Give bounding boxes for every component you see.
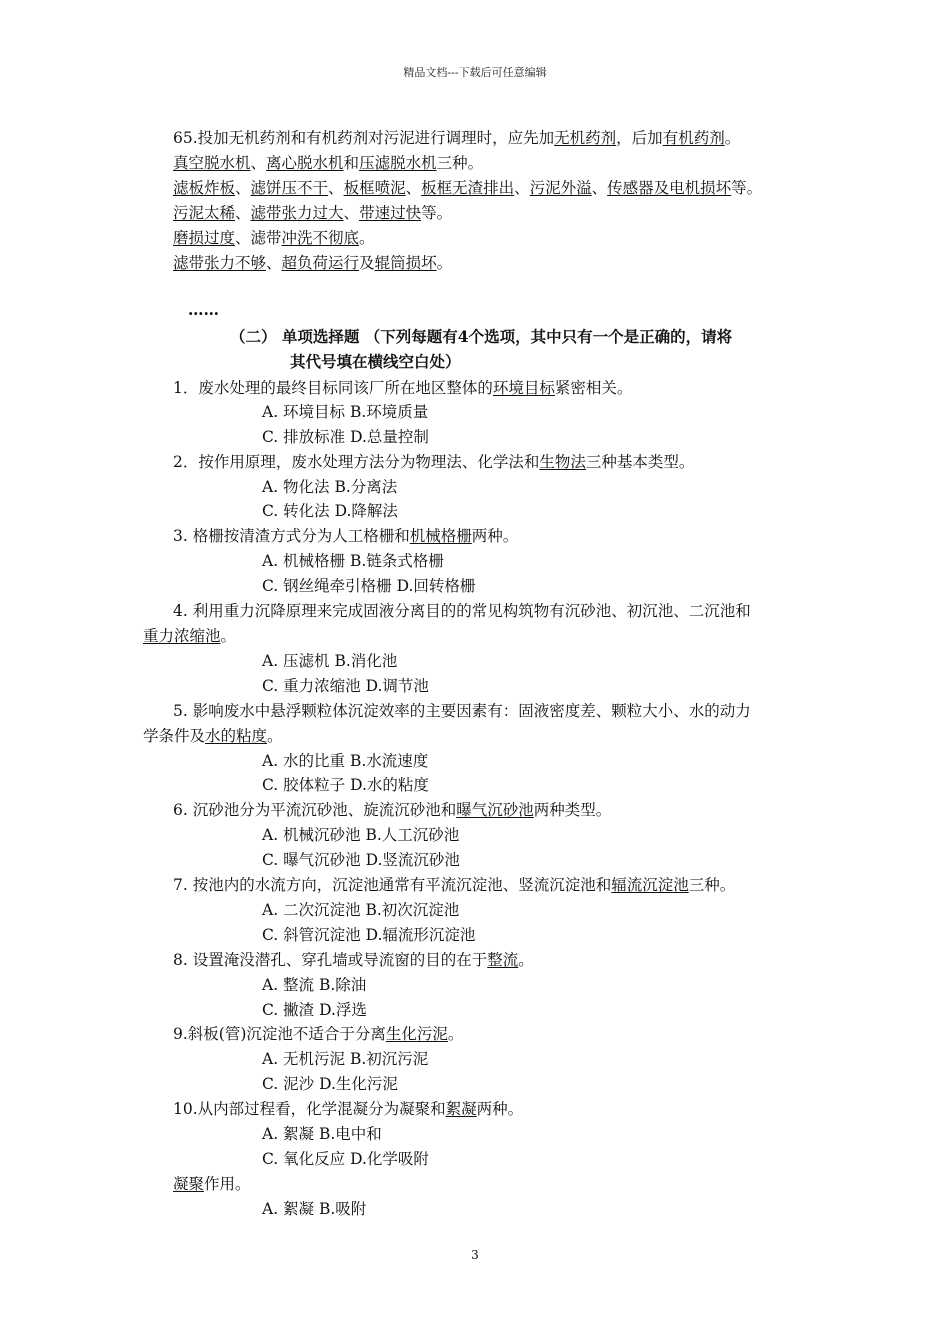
text-line: [173, 228, 375, 248]
page-number: 3: [471, 1248, 479, 1262]
text-line: [173, 452, 694, 472]
answer-blank: 有机药剂: [662, 129, 725, 147]
text-segment: 、滤带: [235, 229, 282, 247]
text-line: [262, 501, 398, 521]
text-segment: 等。: [421, 204, 453, 222]
answer-blank: 冲洗不彻底: [281, 229, 360, 247]
text-segment: 三种。: [688, 876, 736, 894]
text-segment: 紧密相关。: [554, 379, 633, 397]
text-line: [173, 178, 762, 198]
text-segment: 。: [220, 627, 237, 645]
text-segment: 6. 沉砂池分为平流沉砂池、旋流沉砂池和: [173, 801, 457, 819]
text-line: [173, 875, 735, 895]
text-segment: 等。: [731, 179, 763, 197]
text-segment: A. 压滤机 B.消化池: [262, 652, 398, 670]
text-line: [173, 378, 632, 398]
text-segment: C. 曝气沉砂池 D.竖流沉砂池: [262, 851, 460, 869]
text-line: [143, 626, 236, 646]
text-line: [262, 551, 444, 571]
answer-blank: 生化污泥: [385, 1025, 448, 1043]
text-line: [262, 402, 428, 422]
text-segment: 3. 格栅按清渣方式分为人工格栅和: [173, 527, 410, 545]
text-segment: 。: [518, 951, 534, 969]
text-segment: （二） 单项选择题 （下列每题有4个选项，其中只有一个是正确的，请将: [230, 327, 733, 346]
text-line: [262, 477, 397, 497]
text-segment: 、: [235, 204, 251, 222]
text-segment: 5. 影响废水中悬浮颗粒体沉淀效率的主要因素有：固液密度差、颗粒大小、水的动力: [173, 702, 751, 720]
text-segment: A. 二次沉淀池 B.初次沉淀池: [262, 901, 460, 919]
text-line: [173, 1099, 523, 1119]
text-segment: C. 钢丝绳牵引格栅 D.回转格栅: [262, 577, 476, 595]
answer-blank: 压滤脱水机: [359, 154, 437, 172]
text-segment: 学条件及: [143, 727, 206, 745]
page-header: 精品文档---下载后可任意编辑: [403, 66, 547, 79]
text-line: [173, 153, 483, 173]
text-segment: 。: [267, 727, 283, 745]
answer-blank: 环境目标: [492, 379, 555, 397]
text-line: [262, 900, 459, 920]
answer-blank: 水的粘度: [205, 727, 268, 745]
text-line: [262, 576, 475, 596]
text-segment: 两种。: [471, 527, 519, 545]
text-segment: A. 机械沉砂池 B.人工沉砂池: [262, 826, 460, 844]
answer-blank: 辊筒损坏: [374, 254, 437, 272]
text-line: [262, 1199, 366, 1219]
answer-blank: 曝气沉砂池: [456, 801, 534, 819]
text-segment: 2．按作用原理，废水处理方法分为物理法、化学法和: [173, 453, 540, 471]
text-segment: 。: [724, 129, 741, 147]
text-segment: A. 絮凝 B.电中和: [262, 1125, 382, 1143]
text-segment: A. 环境目标 B.环境质量: [262, 403, 429, 421]
answer-blank: 磨损过度: [173, 229, 236, 247]
text-segment: A. 机械格栅 B.链条式格栅: [262, 552, 444, 570]
text-line: [262, 751, 428, 771]
text-line: [262, 975, 366, 995]
text-segment: A. 无机污泥 B.初沉污泥: [262, 1050, 429, 1068]
text-line: [262, 1074, 398, 1094]
text-segment: 其代号填在横线空白处）: [290, 352, 461, 371]
text-segment: C. 泥沙 D.生化污泥: [262, 1075, 398, 1093]
text-segment: 9.斜板(管)沉淀池不适合于分离: [173, 1025, 386, 1043]
answer-blank: 离心脱水机: [266, 154, 344, 172]
answer-blank: 机械格栅: [409, 527, 472, 545]
text-line: [262, 1049, 428, 1069]
text-segment: A. 水的比重 B.水流速度: [262, 752, 429, 770]
answer-blank: 絮凝: [445, 1100, 477, 1118]
text-line: [173, 203, 452, 223]
answer-blank: 生物法: [539, 453, 586, 471]
answer-blank: 辐流沉淀池: [611, 876, 689, 894]
text-line: [173, 800, 611, 820]
text-segment: ，后加: [616, 129, 663, 147]
text-line: [262, 925, 475, 945]
text-segment: 、: [343, 204, 360, 222]
text-segment: 作用。: [204, 1175, 251, 1193]
answer-blank: 板框喷泥: [343, 179, 406, 197]
answer-blank: 污泥太稀: [173, 204, 236, 222]
text-line: [230, 327, 732, 347]
text-line: [262, 651, 397, 671]
text-segment: 、: [328, 179, 344, 197]
answer-blank: 整流: [487, 951, 519, 969]
text-line: [173, 1024, 463, 1044]
text-segment: 、: [266, 254, 282, 272]
text-segment: C. 重力浓缩池 D.调节池: [262, 677, 429, 695]
text-segment: C. 氧化反应 D.化学吸附: [262, 1150, 429, 1168]
answer-blank: 无机药剂: [554, 129, 617, 147]
text-segment: 三种。: [436, 154, 484, 172]
text-segment: 。: [359, 229, 375, 247]
text-segment: 、: [405, 179, 422, 197]
text-segment: 10.从内部过程看，化学混凝分为凝聚和: [173, 1100, 446, 1118]
text-line: [173, 701, 751, 721]
answer-blank: 滤饼压不干: [250, 179, 329, 197]
text-segment: C. 胶体粒子 D.水的粘度: [262, 776, 429, 794]
text-line: [173, 601, 751, 621]
text-line: [290, 352, 461, 372]
text-line: [143, 726, 283, 746]
text-line: [173, 128, 740, 148]
text-segment: 、: [250, 154, 267, 172]
answer-blank: 凝聚: [173, 1175, 205, 1193]
text-segment: A. 絮凝 B.吸附: [262, 1200, 367, 1218]
answer-blank: 滤板炸板: [173, 179, 236, 197]
text-segment: 。: [436, 254, 453, 272]
text-segment: C. 转化法 D.降解法: [262, 502, 398, 520]
text-segment: ……: [188, 300, 219, 319]
text-line: [173, 253, 452, 273]
text-segment: 两种类型。: [533, 801, 612, 819]
text-line: [262, 775, 429, 795]
answer-blank: 板框无渣排出: [421, 179, 515, 197]
text-segment: 8. 设置淹没潜孔、穿孔墙或导流窗的目的在于: [173, 951, 488, 969]
text-line: [262, 825, 459, 845]
text-segment: 和: [343, 154, 360, 172]
text-segment: C. 斜管沉淀池 D.辐流形沉淀池: [262, 926, 476, 944]
text-line: [262, 1000, 367, 1020]
answer-blank: 滤带张力过大: [250, 204, 344, 222]
text-line: [188, 300, 219, 320]
text-segment: 4. 利用重力沉降原理来完成固液分离目的的常见构筑物有沉砂池、初沉池、二沉池和: [173, 602, 751, 620]
text-line: [262, 676, 429, 696]
text-segment: 、: [235, 179, 251, 197]
text-segment: 。: [447, 1025, 464, 1043]
text-line: [262, 1149, 429, 1169]
text-segment: 、: [591, 179, 608, 197]
text-segment: C. 撇渣 D.浮选: [262, 1001, 367, 1019]
text-segment: C. 排放标准 D.总量控制: [262, 428, 429, 446]
text-line: [262, 1124, 382, 1144]
text-segment: 两种。: [476, 1100, 524, 1118]
text-segment: 7. 按池内的水流方向，沉淀池通常有平流沉淀池、竖流沉淀池和: [173, 876, 612, 894]
answer-blank: 滤带张力不够: [173, 254, 267, 272]
answer-blank: 超负荷运行: [281, 254, 360, 272]
text-segment: 三种基本类型。: [585, 453, 695, 471]
text-segment: 、: [514, 179, 530, 197]
text-line: [262, 850, 460, 870]
answer-blank: 带速过快: [359, 204, 422, 222]
text-line: [262, 427, 429, 447]
text-segment: A. 整流 B.除油: [262, 976, 367, 994]
text-segment: A. 物化法 B.分离法: [262, 478, 398, 496]
answer-blank: 污泥外溢: [529, 179, 592, 197]
text-segment: 及: [359, 254, 375, 272]
text-line: [173, 526, 518, 546]
text-segment: 1．废水处理的最终目标同该厂所在地区整体的: [173, 379, 493, 397]
answer-blank: 真空脱水机: [173, 154, 251, 172]
text-line: [173, 950, 534, 970]
answer-blank: 传感器及电机损坏: [607, 179, 732, 197]
text-segment: 65.投加无机药剂和有机药剂对污泥进行调理时，应先加: [173, 129, 555, 147]
answer-blank: 重力浓缩池: [143, 627, 221, 645]
text-line: [173, 1174, 251, 1194]
